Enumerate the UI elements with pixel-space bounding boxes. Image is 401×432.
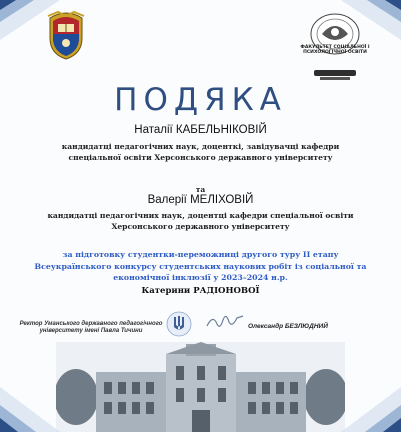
recipient-1-name: Наталії КАБЕЛЬНІКОВІЙ: [134, 124, 267, 136]
signature-image: [205, 310, 245, 332]
recipient-2-description: кандидатці педагогічних наук, доцентці кафедри спеціальної освіти Херсонського державного університету: [47, 211, 354, 231]
recipient-1-description: кандидатці педагогічних наук, доценткі, завідувачці кафедри спеціальної освіти Херсонського державного університету: [61, 142, 340, 162]
university-building-image: [56, 342, 345, 432]
faculty-emblem-caption: ФАКУЛЬТЕТ СОЦІАЛЬНОЇ І ПСИХОЛОГІЧНОЇ ОСВІТИ: [300, 45, 370, 55]
corner-decoration-bottom-right: [341, 387, 401, 432]
award-reason: за підготовку студентки-переможниці другого туру ІІ етапу Всеукраїнського конкурсу студентських наукових робіт із соціальної та економічної інклюзії у 2023–2024 н.р.: [34, 250, 367, 282]
rector-title: Ректор Уманського державного педагогічного університету імені Павла Тичини: [19, 321, 163, 334]
corner-decoration-bottom-left: [0, 387, 60, 432]
signer-name: Олександр БЕЗЛЮДНИЙ: [248, 323, 328, 330]
certificate-title: ПОДЯКА: [114, 82, 287, 118]
student-name: Катерини РАДІОНОВОЇ: [141, 286, 260, 296]
recipient-2-name: Валерії МЕЛІХОВІЙ: [147, 194, 254, 206]
conjunction-text: та: [195, 185, 206, 194]
university-crest-icon: [44, 10, 88, 60]
trident-seal-icon: [166, 311, 192, 337]
